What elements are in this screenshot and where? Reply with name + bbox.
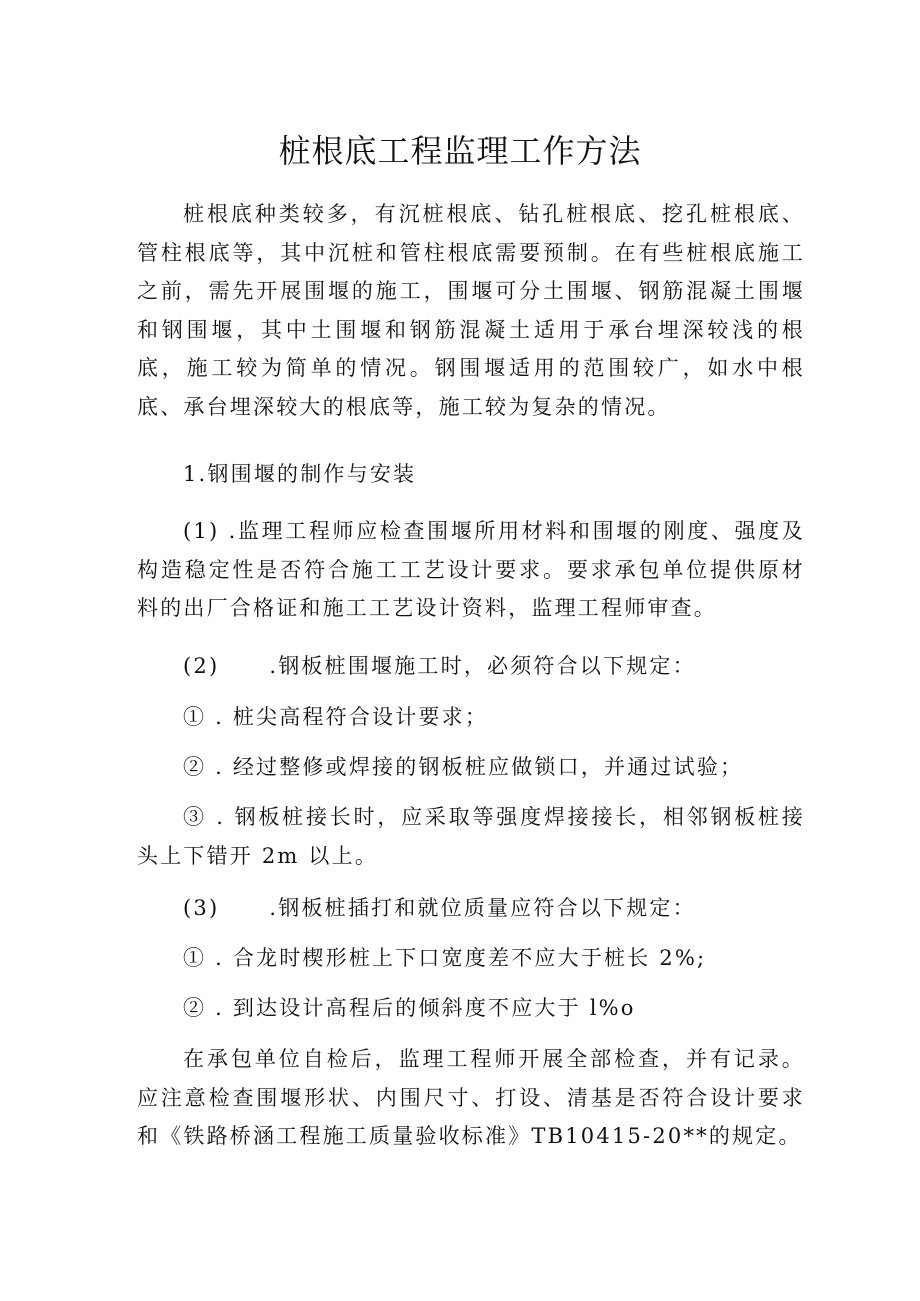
item-3-line — [183, 889, 696, 927]
item-2-sub-2: ② . 经过整修或焊接的钢板桩应做锁口，并通过试验； — [183, 755, 744, 779]
document-title: 桩根底工程监理工作方法 — [278, 132, 642, 170]
intro-paragraph: 桩根底种类较多，有沉桩根底、钻孔桩根底、挖孔桩根底、管柱根底等，其中沉桩和管柱根底需要预制。在有些桩根底施工之前，需先开展围堰的施工，围堰可分土围堰、钢筋混凝土围堰和钢围堰，其中土围堰和钢筋混凝土适用于承台埋深较浅的根底，施工较为简单的情况。钢围堰适用的范围较广，如水中根底、承台埋深较大的根底等，施工较为复杂的情况。 — [137, 202, 805, 419]
item-2-text: .钢板桩围堰施工时，必须符合以下规定： — [269, 654, 696, 678]
closing-paragraph: 在承包单位自检后，监理工程师开展全部检查，并有记录。应注意检查围堰形状、内围尺寸、打设、清基是否符合设计要求和《铁路桥涵工程施工质量验收标准》TB10415-20**的规定。 — [137, 1047, 805, 1148]
item-3-number: (3) — [183, 896, 220, 920]
item-2-sub-1: ① . 桩尖高程符合设计要求； — [183, 705, 489, 729]
section-heading: 1.钢围堰的制作与安装 — [183, 462, 417, 486]
item-3-sub-1: ① . 合龙时楔形桩上下口宽度差不应大于桩长 2%; — [183, 946, 707, 970]
item-2-line — [183, 647, 696, 685]
item-1-paragraph: (1) .监理工程师应检查围堰所用材料和围堰的刚度、强度及构造稳定性是否符合施工工艺设计要求。要求承包单位提供原材料的出厂合格证和施工工艺设计资料，监理工程师审查。 — [137, 519, 805, 620]
item-2-number: (2) — [183, 654, 220, 678]
item-3-text: .钢板桩插打和就位质量应符合以下规定： — [269, 896, 696, 920]
item-3-sub-2: ② . 到达设计高程后的倾斜度不应大于 l%o — [183, 996, 636, 1020]
item-2-sub-3: ③ . 钢板桩接长时，应采取等强度焊接接长，相邻钢板桩接头上下错开 2m 以上。 — [137, 805, 805, 868]
